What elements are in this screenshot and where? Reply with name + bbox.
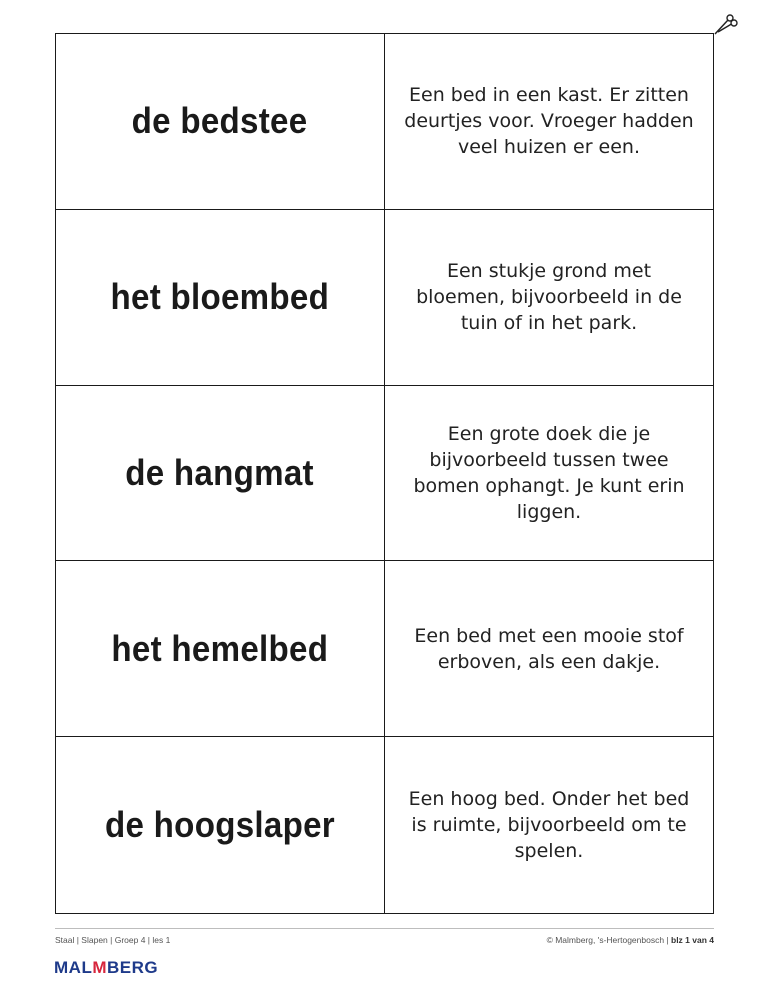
word-text: de hangmat (125, 451, 315, 493)
card-grid (55, 33, 714, 914)
scissors-icon (712, 12, 738, 36)
definition-card (385, 34, 713, 210)
definition-card (385, 561, 713, 737)
definition-card (385, 386, 713, 562)
word-card (56, 737, 385, 913)
word-card (56, 34, 385, 210)
definition-text: Een grote doek die je bijvoorbeeld tussen twee bomen ophangt. Je kunt erin liggen. (413, 422, 685, 523)
definition-text: Een hoog bed. Onder het bed is ruimte, bijvoorbeeld om te spelen. (408, 788, 690, 863)
word-text: de hoogslaper (105, 804, 335, 846)
word-text: de bedstee (132, 100, 308, 142)
word-card (56, 561, 385, 737)
footer-divider (55, 928, 714, 929)
footer-page-info (547, 935, 714, 945)
definition-text: Een stukje grond met bloemen, bijvoorbeeld in de tuin of in het park. (416, 260, 682, 335)
malmberg-logo: MALMBERG (54, 958, 159, 977)
definition-card (385, 210, 713, 386)
word-text: het bloembed (110, 276, 330, 318)
definition-text: Een bed met een mooie stof erboven, als een dakje. (414, 624, 684, 673)
footer-copyright: © Malmberg, 's-Hertogenbosch | (546, 935, 671, 945)
word-text: het hemelbed (111, 627, 329, 669)
definition-card (385, 737, 713, 913)
definition-text: Een bed in een kast. Er zitten deurtjes voor. Vroeger hadden veel huizen er een. (404, 84, 694, 159)
word-card (56, 386, 385, 562)
word-card (56, 210, 385, 386)
footer-course-info: Staal | Slapen | Groep 4 | les 1 (55, 935, 171, 945)
page-number: blz 1 van 4 (671, 935, 714, 945)
